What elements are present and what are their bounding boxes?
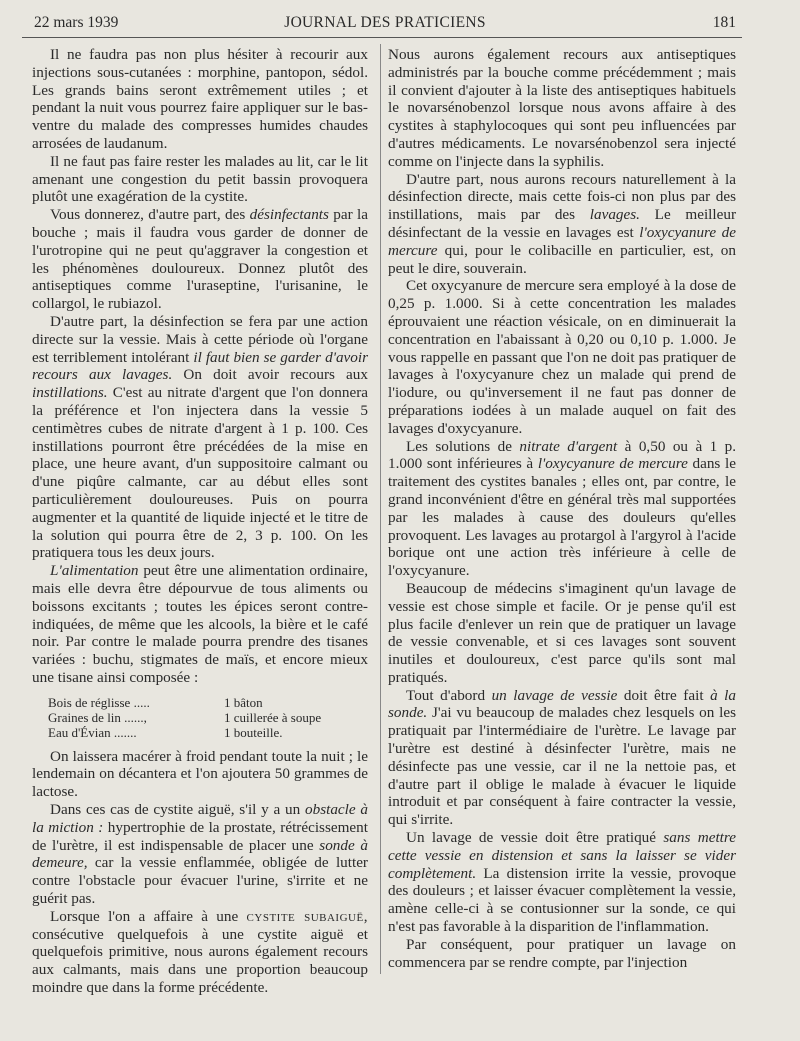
paragraph: Il ne faudra pas non plus hésiter à recourir aux injections sous-cutanées : morphine, pantopon, sédol. Les grands bains seront extrêmement utiles ; et pendant la nuit vous pourrez faire appliquer sur le bas-ventre du malade des compresses humides chaudes arrosées de laudanum. [32, 46, 368, 152]
right-column [388, 46, 736, 971]
header-rule [22, 37, 742, 38]
paragraph: D'autre part, la désinfection se fera par une action directe sur la vessie. Mais à cette période où l'organe est terriblement intolérant il faut bien se garder d'avoir recours aux lavages. On doit avoir recours aux instillations. C'est au nitrate d'argent que l'on donnera la préférence et l'on injectera dans la vessie 5 centimètres cubes de nitrate d'argent à 1 p. 100. Ces instillations pourront être précédées de la mise en place, une heure avant, d'un suppositoire calmant ou d'une piqûre calmante, car au début elles sont particulièrement douloureuses. Puis on pourra augmenter et la quantité de liquide injecté et le titre de la solution qui pourra être de 2, 3 p. 100. On les pratiquera tous les deux jours. [32, 312, 369, 562]
paragraph: Tout d'abord un lavage de vessie doit être fait à la sonde. J'ai vu beaucoup de malades chez lesquels on les pratiquait par l'intermédiaire de l'urètre. Le lavage par l'urètre est destiné à désinfecter l'urètre, mais ne désinfecte pas une vessie, car il ne la nettoie pas, et d'autre part il oblige le malade à évacuer le liquide introduit et par conséquent à faire contracter la vessie, qui s'irrite. [388, 686, 736, 829]
issue-date: 22 mars 1939 [34, 14, 119, 31]
recipe-item: Graines de lin ......, 1 cuillerée à soupe [48, 709, 322, 725]
recipe-item: Bois de réglisse ..... 1 bâton [48, 694, 263, 710]
page-number: 181 [712, 14, 736, 31]
paragraph: Vous donnerez, d'autre part, des désinfectants par la bouche ; mais il faudra vous garder de donner de l'urotropine qui ne peut qu'aggraver la congestion et les phénomènes douloureux. Donnez plutôt des antiseptiques comme l'uraseptine, l'urisanine, le collargol, le rubiazol. [32, 206, 368, 313]
paragraph: Les solutions de nitrate d'argent à 0,50 ou à 1 p. 1.000 sont inférieures à l'oxycyanure de mercure dans le traitement des cystites banales ; elles ont, par contre, le grand inconvénient d'être en général très mal supportées par les malades à cause des douleurs qu'elles provoquent. Les lavages au protargol à l'argyrol à l'acide borique ont une action très inférieure à celle de l'oxycyanure. [388, 437, 737, 580]
paragraph: Par conséquent, pour pratiquer un lavage on commencera par se rendre compte, par l'injection [388, 935, 736, 971]
paragraph: D'autre part, nous aurons recours naturellement à la désinfection directe, mais cette fois-ci non plus par des instillations, mais par des lavages. Le meilleur désinfectant de la vessie en lavages est l'oxycyanure de mercure qui, pour le colibacille en particulier, est, on peut le dire, souverain. [388, 170, 736, 277]
paragraph: Il ne faut pas faire rester les malades au lit, car le lit amenant une congestion du petit bassin provoquera plutôt une exagération de la cystite. [32, 152, 368, 206]
paragraph: Nous aurons également recours aux antiseptiques administrés par la bouche comme précédemment ; mais il convient d'ajouter à la liste des antiseptiques habituels le novarsénobenzol lorsque nous avons affaire à des cystites à staphylocoques qui sont peu influencées par d'autres médicaments. Le novarsénobenzol sera injecté comme on l'injecte dans la syphilis. [388, 46, 736, 170]
paragraph: Cet oxycyanure de mercure sera employé à la dose de 0,25 p. 1.000. Si à cette concentration les malades éprouvaient une réaction vésicale, on en diminuerait la concentration en l'abaissant à 0,20 ou 0,10 p. 1.000. Je vous rappelle en passant que l'on ne doit pas pratiquer de lavages à l'oxycyanure chez un malade qui prend de l'iodure, ou qu'inversement il ne faut pas donner de préparations iodées à un malade auquel on fait des lavages d'oxycyanure. [388, 277, 736, 437]
left-column [32, 46, 368, 997]
recipe-list [48, 695, 368, 740]
running-header [34, 14, 736, 36]
recipe-item: Eau d'Évian ....... 1 bouteille. [48, 724, 283, 740]
paragraph: On laissera macérer à froid pendant toute la nuit ; le lendemain on décantera et l'on ajoutera 50 grammes de lactose. [32, 747, 368, 801]
journal-title: JOURNAL DES PRATICIENS [284, 14, 486, 31]
paragraph: Un lavage de vessie doit être pratiqué sans mettre cette vessie en distension et sans la laisser se vider complètement. La distension irrite la vessie, provoque des douleurs ; et laisser évacuer complètement la vessie, amène celle-ci à se contusionner sur la sonde, ce qui n'est pas favorable à la disparition de l'inflammation. [388, 829, 736, 936]
paragraph: Beaucoup de médecins s'imaginent qu'un lavage de vessie est chose simple et facile. Or je pense qu'il est plus facile d'enlever un rein que de pratiquer un lavage de vessie convenable, et si ces lavages sont souvent inutiles et douloureux, c'est parce qu'ils sont mal pratiqués. [388, 579, 736, 686]
paragraph: Lorsque l'on a affaire à une cystite subaiguë, consécutive quelquefois à une cystite aiguë et quelquefois primitive, nous aurons également recours aux calmants, mais dans une proportion beaucoup moindre que dans la forme précédente. [32, 907, 368, 997]
paragraph: Dans ces cas de cystite aiguë, s'il y a un obstacle à la miction : hypertrophie de la prostate, rétrécissement de l'urètre, il est indispensable de placer une sonde à demeure, car la vessie enflammée, obligée de lutter contre l'obstacle pour évacuer l'urine, s'irrite et ne guérit pas. [32, 801, 368, 908]
column-divider [380, 44, 381, 974]
paragraph: L'alimentation peut être une alimentation ordinaire, mais elle devra être dépourvue de tous aliments ou boissons excitants ; toutes les épices seront contre-indiquées, de même que les alcools, la bière et le café noir. Par contre le malade pourra prendre des tisanes variées : buchu, stigmates de maïs, et encore mieux une tisane ainsi composée : [32, 562, 368, 686]
